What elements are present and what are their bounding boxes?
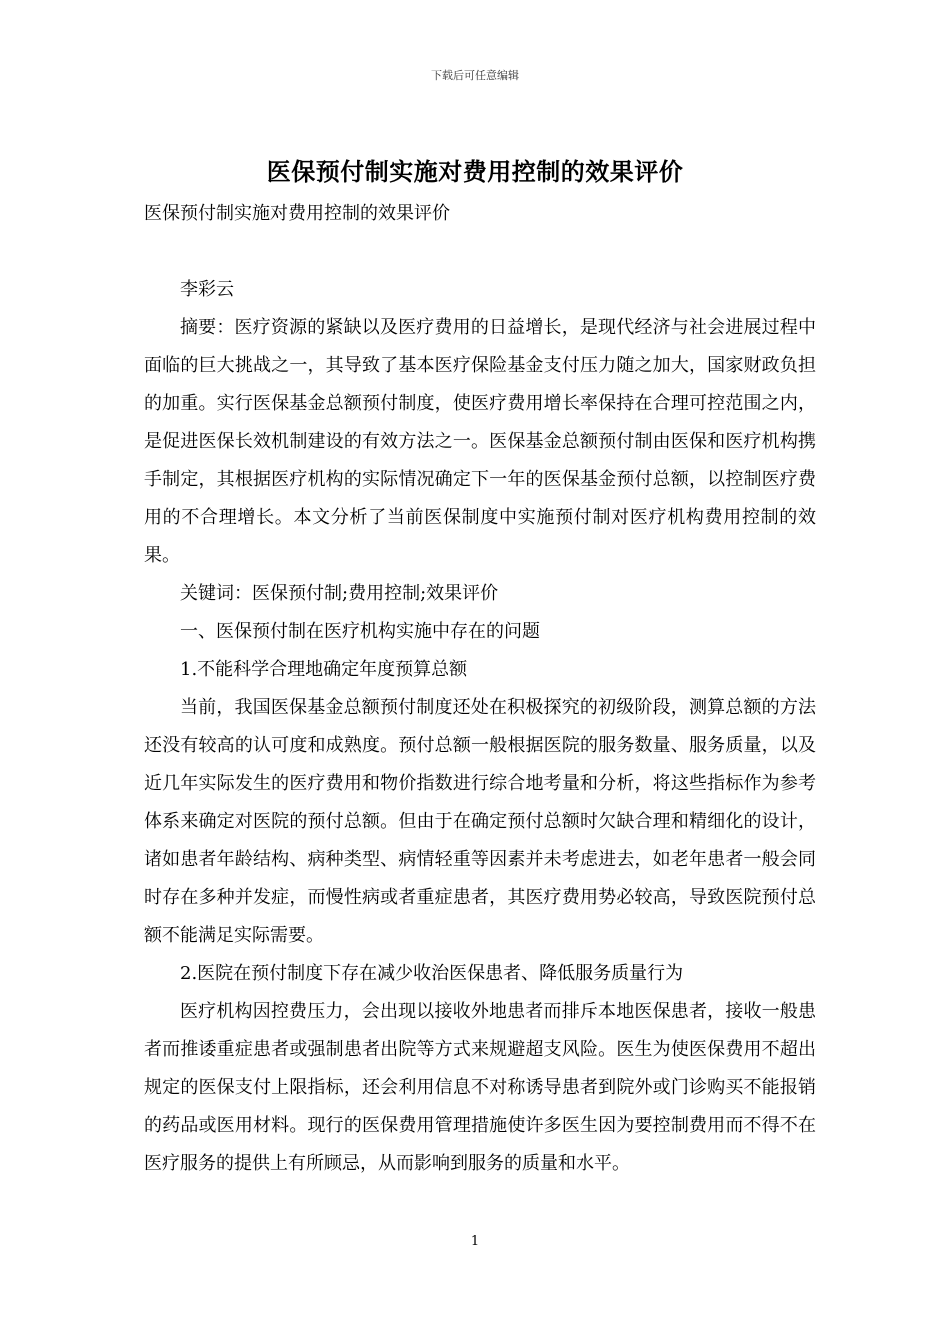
author-name: 李彩云 (180, 279, 234, 300)
subsection-body-1: 当前，我国医保基金总额预付制度还处在积极探究的初级阶段，测算总额的方法还没有较高的认可度和成熟度。预付总额一般根据医院的服务数量、服务质量，以及近几年实际发生的医疗费用和物价指数进行综合地考量和分析，将这些指标作为参考体系来确定对医院的预付总额。但由于在确定预付总额时欠缺合理和精细化的设计，诸如患者年龄结构、病种类型、病情轻重等因素并未考虑进去，如老年患者一般会同时存在多种并发症，而慢性病或者重症患者，其医疗费用势必较高，导致医院预付总额不能满足实际需要。 (144, 697, 816, 946)
header-note: 下载后可任意编辑 (431, 69, 519, 82)
subsection-heading-1: 1.不能科学合理地确定年度预算总额 (180, 659, 468, 680)
subsection-heading-2: 2.医院在预付制度下存在减少收治医保患者、降低服务质量行为 (180, 963, 684, 984)
section-heading-1: 一、医保预付制在医疗机构实施中存在的问题 (180, 621, 540, 642)
document-title: 医保预付制实施对费用控制的效果评价 (266, 157, 684, 186)
document-body (144, 195, 816, 1183)
keywords-line: 关键词：医保预付制;费用控制;效果评价 (180, 583, 499, 604)
document-subtitle: 医保预付制实施对费用控制的效果评价 (144, 203, 450, 224)
abstract-paragraph: 摘要：医疗资源的紧缺以及医疗费用的日益增长，是现代经济与社会进展过程中面临的巨大挑战之一，其导致了基本医疗保险基金支付压力随之加大，国家财政负担的加重。实行医保基金总额预付制度，使医疗费用增长率保持在合理可控范围之内，是促进医保长效机制建设的有效方法之一。医保基金总额预付制由医保和医疗机构携手制定，其根据医疗机构的实际情况确定下一年的医保基金预付总额，以控制医疗费用的不合理增长。本文分析了当前医保制度中实施预付制对医疗机构费用控制的效果。 (144, 317, 816, 566)
subsection-body-2: 医疗机构因控费压力，会出现以接收外地患者而排斥本地医保患者，接收一般患者而推诿重症患者或强制患者出院等方式来规避超支风险。医生为使医保费用不超出规定的医保支付上限指标，还会利用信息不对称诱导患者到院外或门诊购买不能报销的药品或医用材料。现行的医保费用管理措施使许多医生因为要控制费用而不得不在医疗服务的提供上有所顾忌，从而影响到服务的质量和水平。 (144, 1001, 816, 1174)
page-number: 1 (470, 1234, 480, 1249)
